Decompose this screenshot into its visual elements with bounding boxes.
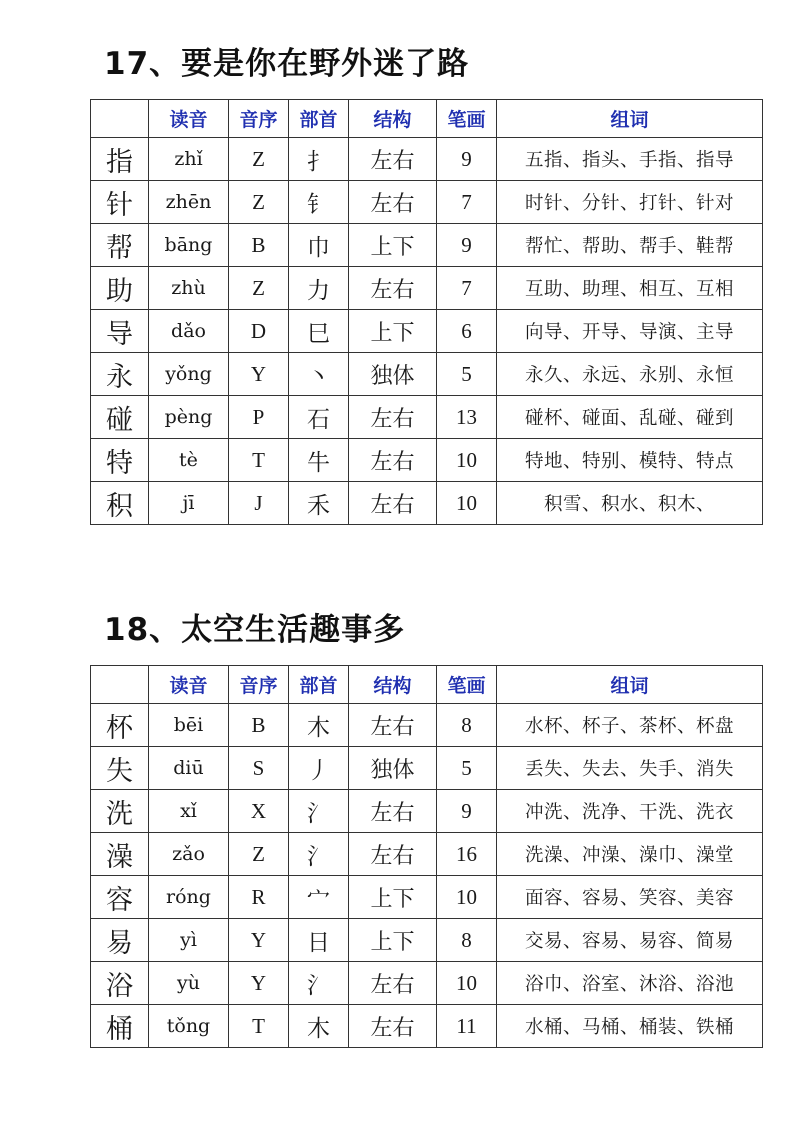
character-cell: 特 [91,439,149,482]
character-cell: 浴 [91,962,149,1005]
pinyin-cell: diū [149,747,229,790]
column-header: 结构 [349,100,437,138]
table-row [91,353,763,396]
word-group-cell: 交易、容易、易容、简易 [497,919,763,962]
stroke-count-cell: 9 [437,224,497,267]
radical-cell: 日 [289,919,349,962]
word-group-cell: 帮忙、帮助、帮手、鞋帮 [497,224,763,267]
pinyin-cell: yì [149,919,229,962]
structure-cell: 左右 [349,482,437,525]
table-row [91,833,763,876]
initial-order-cell: Z [229,138,289,181]
pinyin-cell: zhēn [149,181,229,224]
character-cell: 桶 [91,1005,149,1048]
initial-order-cell: P [229,396,289,439]
column-header: 音序 [229,666,289,704]
word-group-cell: 水桶、马桶、桶装、铁桶 [497,1005,763,1048]
initial-order-cell: B [229,704,289,747]
pinyin-cell: tè [149,439,229,482]
stroke-count-cell: 10 [437,439,497,482]
initial-order-cell: X [229,790,289,833]
word-group-cell: 浴巾、浴室、沐浴、浴池 [497,962,763,1005]
character-cell: 指 [91,138,149,181]
pinyin-cell: bēi [149,704,229,747]
structure-cell: 左右 [349,962,437,1005]
stroke-count-cell: 10 [437,482,497,525]
column-header: 组词 [497,100,763,138]
column-header [91,100,149,138]
structure-cell: 左右 [349,181,437,224]
stroke-count-cell: 5 [437,353,497,396]
column-header: 部首 [289,666,349,704]
word-group-cell: 五指、指头、手指、指导 [497,138,763,181]
structure-cell: 左右 [349,267,437,310]
character-cell: 助 [91,267,149,310]
column-header: 组词 [497,666,763,704]
radical-cell: 氵 [289,833,349,876]
lesson-title: 18、太空生活趣事多 [104,612,406,648]
initial-order-cell: Z [229,267,289,310]
character-cell: 失 [91,747,149,790]
structure-cell: 左右 [349,439,437,482]
stroke-count-cell: 7 [437,267,497,310]
table-row [91,790,763,833]
word-group-cell: 积雪、积水、积木、 [497,482,763,525]
pinyin-cell: dǎo [149,310,229,353]
table-row [91,704,763,747]
table-row [91,267,763,310]
character-table [90,665,763,1048]
character-cell: 导 [91,310,149,353]
column-header: 读音 [149,666,229,704]
word-group-cell: 水杯、杯子、茶杯、杯盘 [497,704,763,747]
table-row [91,1005,763,1048]
initial-order-cell: J [229,482,289,525]
stroke-count-cell: 9 [437,138,497,181]
pinyin-cell: róng [149,876,229,919]
word-group-cell: 冲洗、洗净、干洗、洗衣 [497,790,763,833]
radical-cell: 木 [289,1005,349,1048]
table-row [91,439,763,482]
character-cell: 杯 [91,704,149,747]
column-header: 笔画 [437,666,497,704]
column-header: 音序 [229,100,289,138]
structure-cell: 上下 [349,224,437,267]
pinyin-cell: yù [149,962,229,1005]
word-group-cell: 特地、特别、模特、特点 [497,439,763,482]
table-row [91,747,763,790]
character-cell: 碰 [91,396,149,439]
pinyin-cell: zhù [149,267,229,310]
word-group-cell: 丢失、失去、失手、消失 [497,747,763,790]
structure-cell: 上下 [349,919,437,962]
radical-cell: 宀 [289,876,349,919]
column-header: 部首 [289,100,349,138]
initial-order-cell: Y [229,919,289,962]
character-cell: 易 [91,919,149,962]
radical-cell: 丶 [289,353,349,396]
column-header: 结构 [349,666,437,704]
table-row [91,396,763,439]
column-header [91,666,149,704]
initial-order-cell: T [229,439,289,482]
word-group-cell: 时针、分针、打针、针对 [497,181,763,224]
character-cell: 澡 [91,833,149,876]
stroke-count-cell: 16 [437,833,497,876]
initial-order-cell: D [229,310,289,353]
initial-order-cell: Z [229,833,289,876]
lesson-title: 17、要是你在野外迷了路 [104,46,470,82]
table-row [91,181,763,224]
structure-cell: 独体 [349,353,437,396]
stroke-count-cell: 7 [437,181,497,224]
stroke-count-cell: 9 [437,790,497,833]
stroke-count-cell: 10 [437,876,497,919]
initial-order-cell: Y [229,353,289,396]
column-header: 读音 [149,100,229,138]
radical-cell: 钅 [289,181,349,224]
initial-order-cell: S [229,747,289,790]
column-header: 笔画 [437,100,497,138]
radical-cell: 巳 [289,310,349,353]
word-group-cell: 向导、开导、导演、主导 [497,310,763,353]
radical-cell: 石 [289,396,349,439]
word-group-cell: 碰杯、碰面、乱碰、碰到 [497,396,763,439]
radical-cell: 扌 [289,138,349,181]
pinyin-cell: pèng [149,396,229,439]
structure-cell: 左右 [349,1005,437,1048]
pinyin-cell: zǎo [149,833,229,876]
radical-cell: 牛 [289,439,349,482]
character-table [90,99,763,525]
table-row [91,224,763,267]
character-cell: 针 [91,181,149,224]
word-group-cell: 洗澡、冲澡、澡巾、澡堂 [497,833,763,876]
table-row [91,310,763,353]
table-row [91,482,763,525]
structure-cell: 独体 [349,747,437,790]
radical-cell: 力 [289,267,349,310]
structure-cell: 左右 [349,790,437,833]
structure-cell: 上下 [349,876,437,919]
character-cell: 积 [91,482,149,525]
table-header-row [91,100,763,138]
table-header-row [91,666,763,704]
character-cell: 洗 [91,790,149,833]
stroke-count-cell: 8 [437,704,497,747]
structure-cell: 左右 [349,396,437,439]
radical-cell: 巾 [289,224,349,267]
word-group-cell: 永久、永远、永别、永恒 [497,353,763,396]
radical-cell: 丿 [289,747,349,790]
initial-order-cell: B [229,224,289,267]
radical-cell: 氵 [289,962,349,1005]
table-row [91,138,763,181]
table-row [91,876,763,919]
word-group-cell: 面容、容易、笑容、美容 [497,876,763,919]
structure-cell: 左右 [349,833,437,876]
table-row [91,962,763,1005]
stroke-count-cell: 8 [437,919,497,962]
pinyin-cell: jī [149,482,229,525]
radical-cell: 木 [289,704,349,747]
stroke-count-cell: 13 [437,396,497,439]
structure-cell: 上下 [349,310,437,353]
pinyin-cell: xǐ [149,790,229,833]
pinyin-cell: tǒng [149,1005,229,1048]
pinyin-cell: bāng [149,224,229,267]
initial-order-cell: R [229,876,289,919]
character-cell: 帮 [91,224,149,267]
pinyin-cell: zhǐ [149,138,229,181]
initial-order-cell: T [229,1005,289,1048]
initial-order-cell: Z [229,181,289,224]
stroke-count-cell: 11 [437,1005,497,1048]
radical-cell: 氵 [289,790,349,833]
table-row [91,919,763,962]
structure-cell: 左右 [349,704,437,747]
structure-cell: 左右 [349,138,437,181]
stroke-count-cell: 5 [437,747,497,790]
radical-cell: 禾 [289,482,349,525]
word-group-cell: 互助、助理、相互、互相 [497,267,763,310]
character-cell: 永 [91,353,149,396]
initial-order-cell: Y [229,962,289,1005]
stroke-count-cell: 6 [437,310,497,353]
character-cell: 容 [91,876,149,919]
pinyin-cell: yǒng [149,353,229,396]
stroke-count-cell: 10 [437,962,497,1005]
